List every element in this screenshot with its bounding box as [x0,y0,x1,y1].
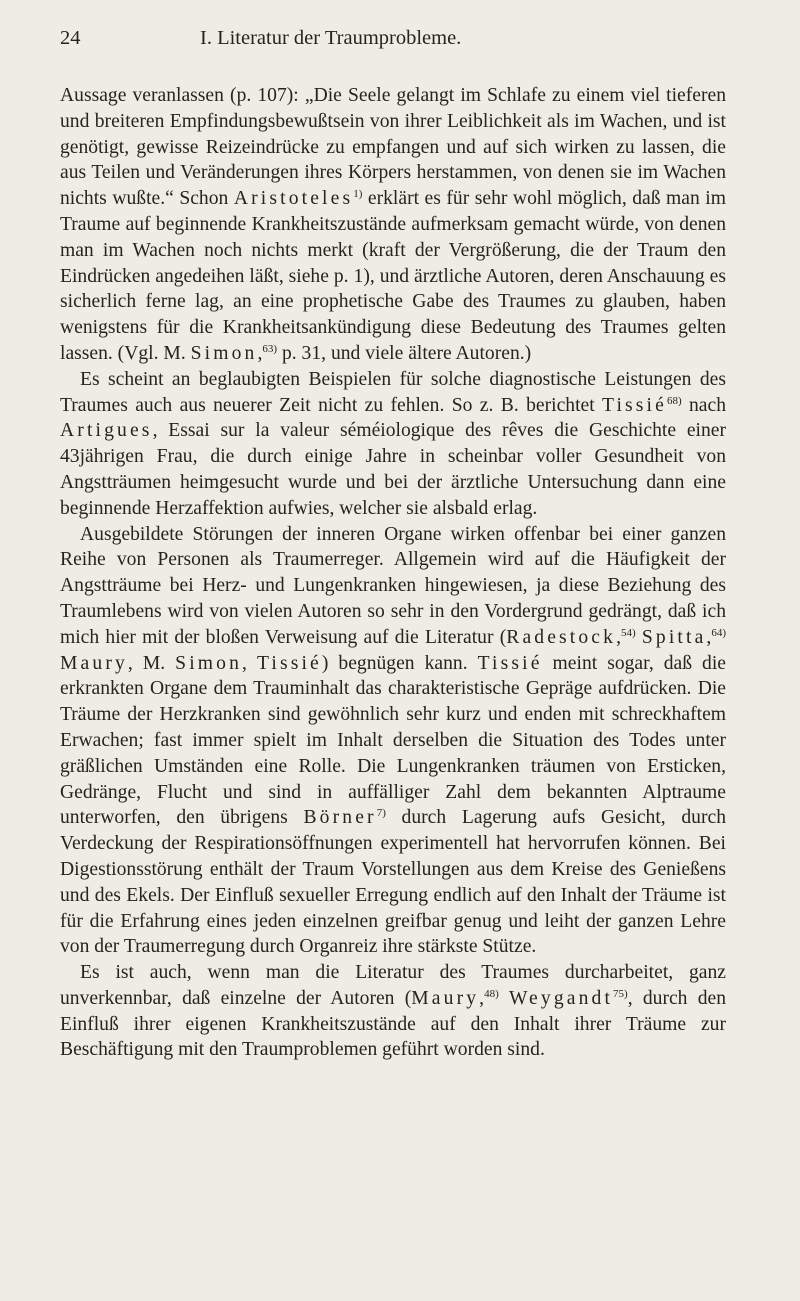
author-name: Aristoteles [233,188,354,210]
footnote-ref: 1) [353,188,363,201]
author-name: Tissié [602,394,667,416]
footnote-ref: 68) [666,394,682,407]
text-run: ) begnügen kann. [321,652,478,674]
author-name: Maury [411,987,480,1009]
text-run: erklärt es für sehr wohl möglich, daß man im Traume auf beginnende Krankheitszustände aufmerksam gemacht würde, von denen man im Wachen noch nichts merkt (kraft der Vergrößerung, die der Traum den Eindrücken angedeihen läßt, siehe p. 1), und ärztliche Autoren, deren Anschauung es sicherlich ferne lag, an eine prophetische Gabe des Traumes zu glauben, haben wenigstens für die Krankheitsankündigung diese Bedeutung des Traumes gelten lassen. (Vgl. M. [60,188,726,364]
footnote-ref: 7) [376,807,386,820]
footnote-ref: 48) [484,987,499,1000]
text-run: meint sogar, daß die erkrankten Organe dem Trauminhalt das charakteristische Gepräge aufdrücken. Die Träume der Herzkranken sind gewöhnlich sehr kurz und enden mit schreckhaftem Erwachen; fast immer spielt im Inhalt derselben die Situation des Todes unter gräßlichen Umständen eine Rolle. Die Lungenkranken träumen von Ersticken, Gedränge, Flucht und sind in auffälliger Zahl dem bekannten Alptraume unterworfen, den übrigens [60,652,726,829]
text-run: , durch den Einfluß ihrer eigenen Krankheitszustände auf den Inhalt ihrer Träume zur Beschäftigung mit den Traumproblemen geführt worden sind. [60,987,726,1061]
page-number: 24 [60,27,81,49]
footnote-ref: 63) [262,342,278,355]
paragraph-1 [60,83,726,367]
author-name: Spitta [641,626,707,648]
text-run: Ausgebildete Störungen der inneren Organe wirken offenbar bei einer ganzen Reihe von Personen als Traumerreger. Allgemein wird auf die Häufigkeit der Angstträume bei Herz- und Lungenkranken hingewiesen, ja diese Beziehung des Traumlebens wird von vielen Autoren so sehr in den Vordergrund gedrängt, daß ich mich hier mit der bloßen Verweisung auf die Literatur ( [60,523,726,648]
footnote-ref: 64) [711,626,726,639]
author-name: Börner [303,807,377,829]
text-run: Es scheint an beglaubigten Beispielen für solche diagnostische Leistungen des Traumes auch aus neuerer Zeit nicht zu fehlen. So z. B. berichtet [60,368,726,416]
text-run: , [706,626,712,648]
text-run: , [242,652,257,674]
author-name: Maury [60,652,128,674]
author-name: Weygandt [509,987,614,1009]
text-run: , [257,342,263,364]
text-run: Es ist auch, wenn man die Literatur des Traumes durcharbeitet, ganz unverkennbar, daß einzelne der Autoren ( [60,962,726,1009]
paragraph-4 [60,960,726,1063]
paragraph-2 [60,367,726,522]
text-run: Aussage veranlassen (p. 107): „Die Seele gelangt im Schlafe zu einem viel tieferen und breiteren Empfindungsbewußtsein von ihrer Leiblichkeit als im Wachen, und ist genötigt, gewisse Reizeindrücke zu empfangen und auf sich wirken zu lassen, die aus Teilen und Veränderungen ihres Körpers herstammen, von denen sie im Wachen nichts wußte.“ Schon [60,85,726,210]
author-name: Radestock [506,626,617,648]
footnote-ref: 54) [620,626,636,639]
text-run: nach [681,394,726,416]
author-name: Artigues [60,420,153,442]
text-run: , M. [127,652,176,674]
author-name: Simon [190,342,258,364]
author-name: Tissié [256,652,322,674]
body-text [60,83,726,1063]
author-name: Simon [175,652,243,674]
running-title: I. Literatur der Traumprobleme. [200,27,462,49]
footnote-ref: 75) [613,987,628,1000]
text-run: , [616,626,621,648]
text-run: , Essai sur la valeur séméiologique des rêves die Geschichte einer 43jährigen Frau, die durch einige Jahre in scheinbar voller Gesundheit von Angstträumen heimgesucht wurde und bei der ärztliche Untersuchung dann eine beginnende Herzaffektion aufwies, welcher sie alsbald erlag. [60,420,726,519]
text-run: durch Lagerung aufs Gesicht, durch Verdeckung der Respirationsöffnungen experimentell hat hervorrufen können. Bei Digestionsstörung enthält der Traum Vorstellungen aus dem Kreise des Genießens und des Ekels. Der Einfluß sexueller Erregung endlich auf den Inhalt der Träume ist für die Erfahrung eines jeden einzelnen greifbar genug und leiht der ganzen Lehre von der Traumerregung durch Organreiz ihre stärkste Stütze. [60,807,726,958]
text-run [499,988,509,1009]
text-run: , [479,987,485,1009]
paragraph-3 [60,522,726,961]
text-run: p. 31, und viele ältere Autoren.) [277,342,532,364]
author-name: Tissié [477,652,543,674]
